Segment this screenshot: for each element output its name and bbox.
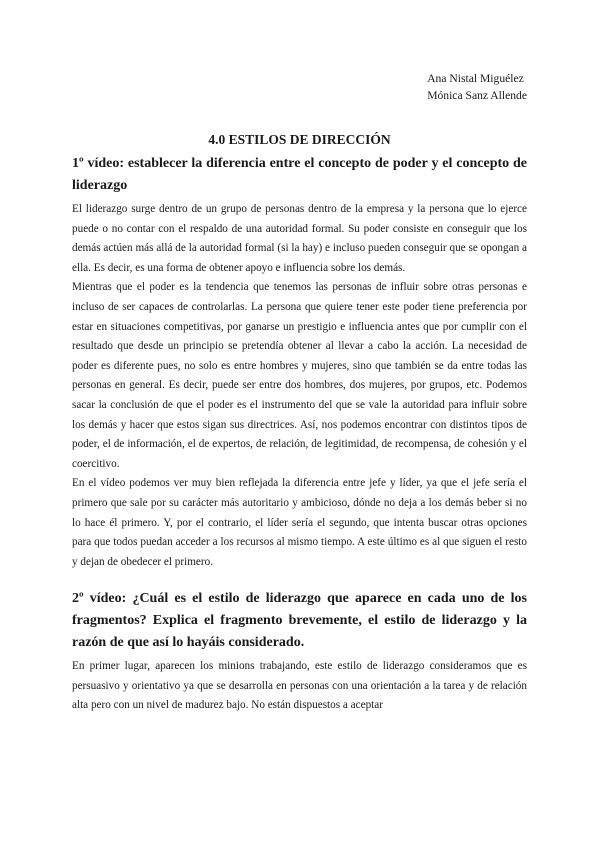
author-name: Mónica Sanz Allende — [427, 89, 527, 102]
document-body — [72, 131, 527, 716]
paragraph: En el vídeo podemos ver muy bien reflejada la diferencia entre jefe y líder, ya que el jefe sería el primero que sale por su carácter más autoritario y ambicioso, dónde no deja a los demás beber si no lo hace él primero. Y, por el contrario, el líder sería el segundo, que intenta buscar otras opciones para que todos puedan acceder a los recursos al mismo tiempo. A este último es al que siguen el resto y dejan de obedecer el primero. — [72, 477, 527, 568]
author-name: Ana Nistal Miguélez — [427, 72, 524, 85]
authors-block — [427, 70, 527, 104]
paragraph: El liderazgo surge dentro de un grupo de personas dentro de la empresa y la persona que lo ejerce puede o no contar con el respaldo de una autoridad formal. Su poder consiste en conseguir que los demás actúen más allá de la autoridad formal (si la hay) e incluso pueden conseguir que se opongan a ella. Es decir, es una forma de obtener apoyo e influencia sobre los demás. — [72, 203, 527, 274]
section-title: 4.0 ESTILOS DE DIRECCIÓN — [208, 132, 391, 147]
paragraph: Mientras que el poder es la tendencia que tenemos las personas de influir sobre otras personas e incluso de ser capaces de controlarlas. La persona que quiere tener este poder tiene preferencia por estar en situaciones competitivas, por ganarse un prestigio e influencia antes que por cumplir con el resultado que desde un principio se pretendía obtener al llevar a cabo la acción. La necesidad de poder es diferente pues, no solo es entre hombres y mujeres, sino que también se da entre todas las personas en general. Es decir, puede ser entre dos hombres, dos mujeres, por grupos, etc. Podemos sacar la conclusión de que el poder es el instrumento del que se vale la autoridad para influir sobre los demás y hacer que estos sigan sus directrices. Así, nos podemos encontrar con distintos tipos de poder, el de información, el de expertos, de relación, de legitimidad, de recompensa, de cohesión y el coercitivo. — [72, 281, 527, 470]
paragraph: En primer lugar, aparecen los minions trabajando, este estilo de liderazgo consideramos que es persuasivo y orientativo ya que se desarrolla en personas con una orientación a la tarea y de relación alta pero con un nivel de madurez bajo. No están dispuestos a aceptar — [72, 660, 527, 712]
spacer — [72, 572, 527, 588]
video1-heading: 1º vídeo: establecer la diferencia entre el concepto de poder y el concepto de liderazgo — [72, 156, 527, 193]
video2-heading: 2º vídeo: ¿Cuál es el estilo de liderazgo que aparece en cada uno de los fragmentos? Explica el fragmento brevemente, el estilo de liderazgo y la razón de que así lo hayáis considerado. — [72, 591, 527, 651]
